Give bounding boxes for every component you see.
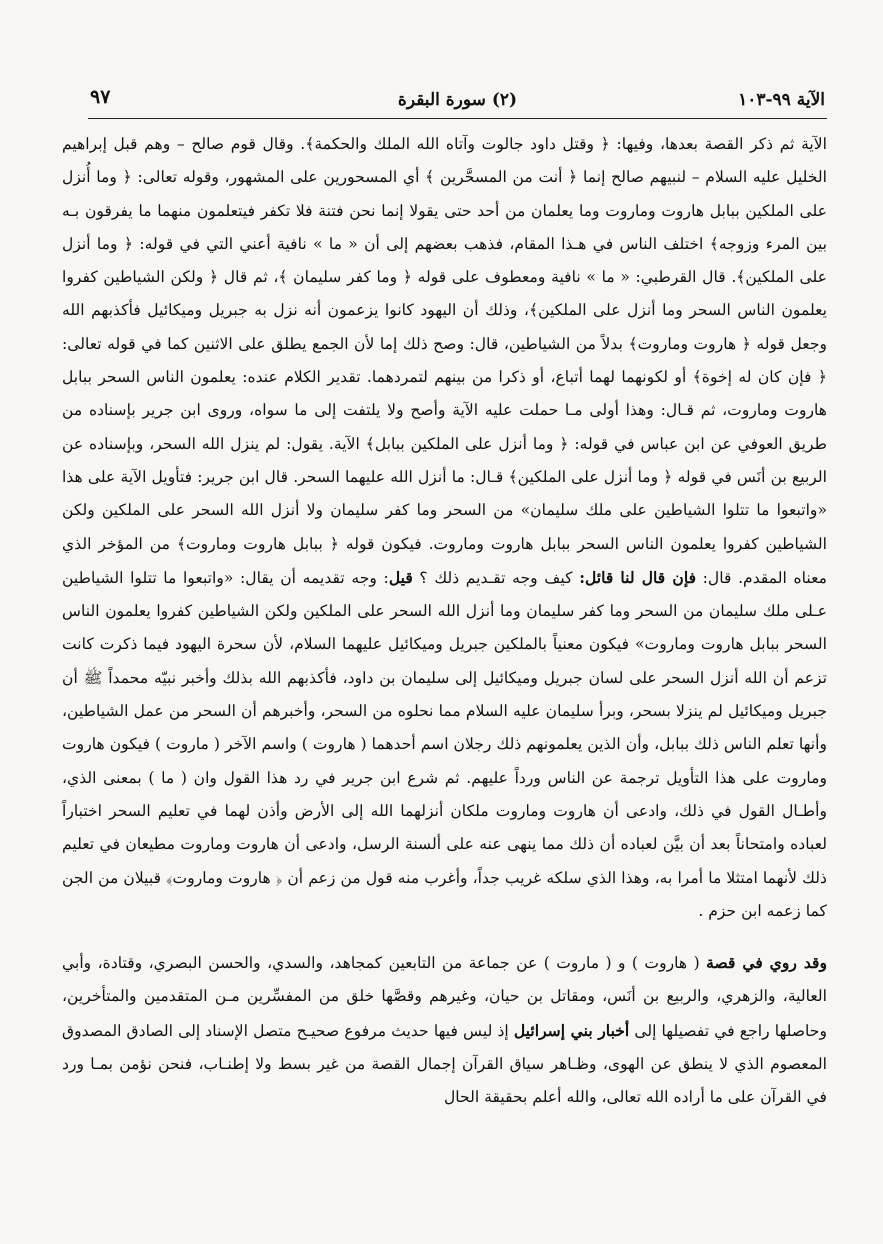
- page-body: [62, 128, 827, 1115]
- bold-phrase-israiliyyat: أخبار بني إسرائيل: [513, 1020, 630, 1040]
- paragraph-2-text-1: ( هاروت ) و ( ماروت ) عن جماعة من التابعين كمجاهد، والسدي، والحسن البصري، وقتادة، وأبي العالية، والزهري، والربيع بن أنَس، ومقاتل بن حيان، وغيرهم وقصَّها خلق من المفسِّرين مـن المتقدمين والمتأخرين، وحاصلها راجع في تفصيلها إلى: [62, 954, 827, 1040]
- verse-range: الآية ٩٩-١٠٣: [738, 90, 825, 110]
- paragraph-1-text-3: : وجه تقديمه أن يقال: «واتبعوا ما تتلوا الشياطين عـلى ملك سليمان من السحر وما كفر سليمان وما أنزل الله السحر على الملكين ولكن الشياطين كفروا يعلمون الناس السحر ببابل هاروت وماروت» فيكون معنياً بالملكين جبريل وميكائيل عليهما السلام، لأن سحرة اليهود فيما ذكرت كانت تزعم أن الله أنزل السحر على لسان جبريل وميكائيل إلى سليمان بن داود، فأكذبهم الله بذلك وأخبر نبيّه محمداً ﷺ أن جبريل وميكائيل لم ينزلا بسحر، وبرأ سليمان عليه السلام مما نحلوه من السحر، وأخبرهم أن السحر من عمل الشياطين، وأنها تعلم الناس ذلك ببابل، وأن الذين يعلمونهم ذلك رجلان اسم أحدهما ( هاروت ) واسم الآخر ( ماروت ) فيكون هاروت وماروت على هذا التأويل ترجمة عن الناس ورداً عليهم. ثم شرع ابن جرير في رد هذا القول وان ( ما ) بمعنى الذي، وأطـال القول في ذلك، وادعى أن هاروت وماروت ملكان أنزلهما الله إلى الأرض وأذن لهما في تعليم السحر اختباراً لعباده وامتحاناً بعد أن بيَّن لعباده أن ذلك مما ينهى عنه على ألسنة الرسل، وادعى أن هاروت وماروت مطيعان في تعليم ذلك لأنهما امتثلا ما أمرا به، وهذا الذي سلكه غريب جداً، وأغرب منه قول من زعم أن ﴿ هاروت وماروت﴾ قبيلان من الجن كما زعمه ابن حزم .: [62, 568, 827, 920]
- page-header: [90, 86, 825, 116]
- page-number: ٩٧: [90, 86, 111, 108]
- paragraph-1-text-1: الآية ثم ذكر القصة بعدها، وفيها: ﴿ وقتل داود جالوت وآتاه الله الملك والحكمة﴾. وقال قوم صالح – وهم قبل إبراهيم الخليل عليه السلام – لنبيهم صالح إنما ﴿ أنت من المسحَّرين ﴾ أي المسحورين على المشهور، وقوله تعالى: ﴿ وما أُنزل على الملكين ببابل هاروت وماروت وما يعلمان من أحد حتى يقولا إنما نحن فتنة فلا تكفر فيتعلمون منهما ما يفرقون بـه بين المرء وزوجه﴾ اختلف الناس في هـذا المقام، فذهب بعضهم إلى أن « ما » نافية أعني التي في قوله: ﴿ وما أنزل على الملكين﴾. قال القرطبي: « ما » نافية ومعطوف على قوله ﴿ وما كفر سليمان ﴾، ثم قال ﴿ ولكن الشياطين كفروا يعلمون الناس السحر وما أنزل على الملكين﴾، وذلك أن اليهود كانوا يزعمون أنه نزل به جبريل وميكائيل فأكذبهم الله وجعل قوله ﴿ هاروت وماروت﴾ بدلاً من الشياطين، قال: وصح ذلك إما لأن الجمع يطلق على الاثنين كما في قوله تعالى: ﴿ فإن كان له إخوة﴾ أو لكونهما لهما أتباع، أو ذكرا من بينهم لتمردهما. تقدير الكلام عنده: يعلمون الناس السحر ببابل هاروت وماروت، ثم قـال: وهذا أولى مـا حملت عليه الآية وأصح ولا يلتفت إلى ما سواه، وروى ابن جرير بإسناده من طريق العوفي عن ابن عباس في قوله: ﴿ وما أنزل على الملكين ببابل﴾ الآية. يقول: لم ينزل الله السحر، وبإسناده عن الربيع بن أنَس في قوله ﴿ وما أنزل على الملكين﴾ قـال: ما أنزل الله عليهما السحر. قال ابن جرير: فتأويل الآية على هذا «واتبعوا ما تتلوا الشياطين على ملك سليمان» من السحر وما كفر سليمان ولا أنزل الله السحر على الملكين ولكن الشياطين كفروا يعلمون الناس السحر ببابل هاروت وماروت. فيكون قوله ﴿ ببابل هاروت وماروت﴾ من المؤخر الذي معناه المقدم. قال:: [62, 135, 827, 587]
- header-rule: [88, 118, 827, 119]
- paragraph-2-text-2: إذ ليس فيها حديث مرفوع صحيـح متصل الإسناد إلى الصادق المصدوق المعصوم الذي لا ينطق عن الهوى، وظـاهر سياق القرآن إجمال القصة من غير بسط ولا إطنـاب، فنحن نؤمن بمـا ورد في القرآن على ما أراده الله تعالى، والله أعلم بحقيقة الحال: [62, 1021, 827, 1107]
- bold-phrase-answer: قيل: [388, 567, 413, 587]
- paragraph-2: [62, 946, 827, 1114]
- surah-title: (٢) سورة البقرة: [397, 90, 518, 110]
- bold-phrase-question: فإن قال لنا قائل:: [579, 567, 697, 587]
- bold-phrase-narration: وقد روي في قصة: [706, 953, 827, 973]
- paragraph-1-text-2: كيف وجه تقـديم ذلك ؟: [412, 568, 580, 587]
- paragraph-1: [62, 128, 827, 928]
